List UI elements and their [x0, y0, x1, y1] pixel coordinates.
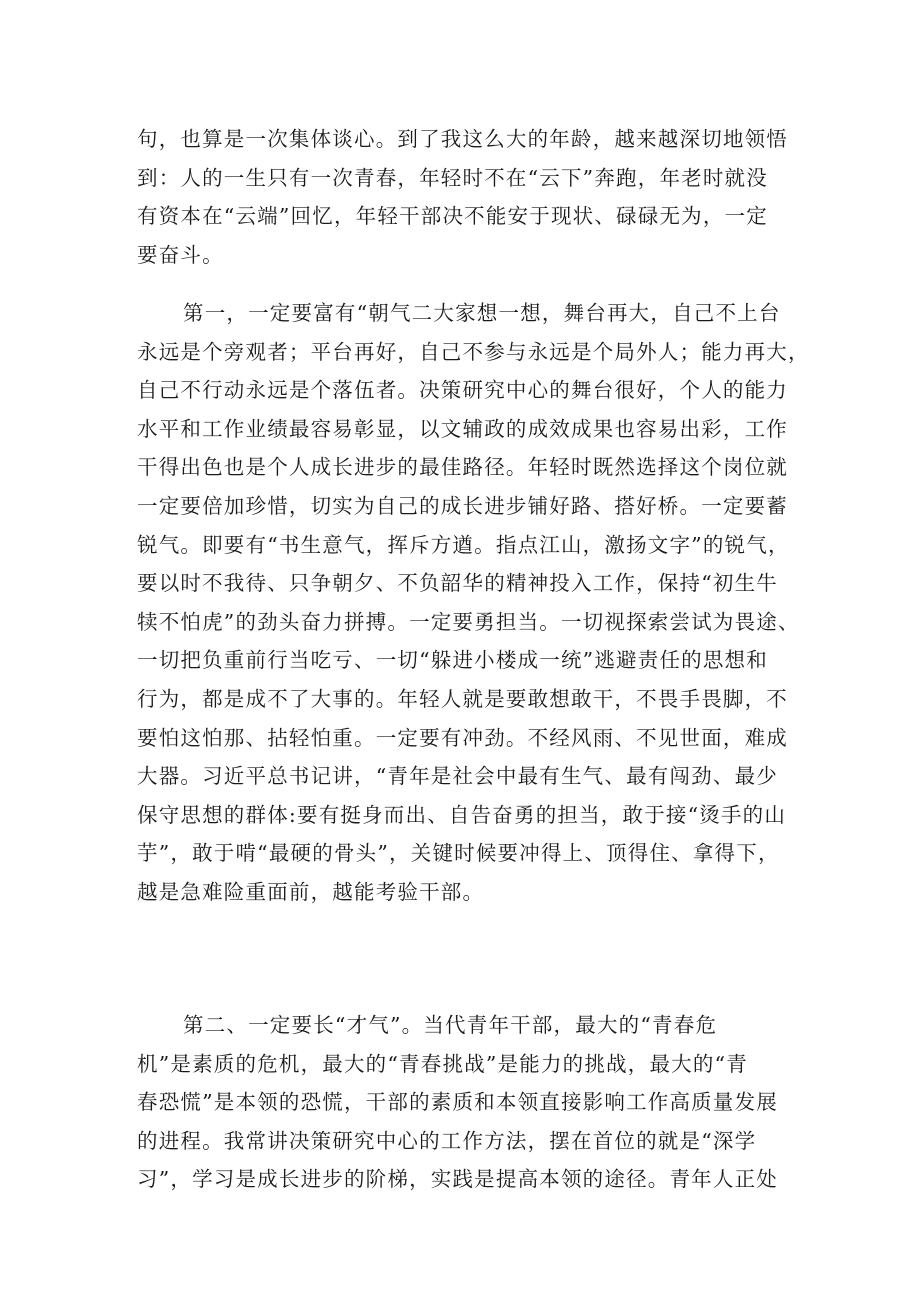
text-line: 越是急难险重面前，越能考验干部。	[137, 879, 485, 904]
text-line: 水平和工作业绩最容易彰显，以文辅政的成效成果也容易出彩，工作	[137, 416, 788, 441]
text-line: 锐气。即要有“书生意气，挥斥方遒。指点江山，激扬文字”的锐气，	[137, 532, 790, 557]
text-line: 机”是素质的危机，最大的“青春挑战”是能力的挑战，最大的“青	[137, 1051, 748, 1076]
text-line: 的进程。我常讲决策研究中心的工作方法，摆在首位的就是“深学	[137, 1128, 757, 1153]
paragraph-first	[137, 294, 810, 912]
text-line: 一定要倍加珍惜，切实为自己的成长进步铺好路、搭好桥。一定要蓄	[137, 493, 788, 518]
text-line: 大器。习近平总书记讲，“青年是社会中最有生气、最有闯劲、最少	[137, 764, 778, 789]
text-line: 保守思想的群体:要有挺身而出、自告奋勇的担当，敢于接“烫手的山	[137, 802, 787, 827]
paragraph-intro	[137, 120, 787, 274]
text-line: 要怕这怕那、拈轻怕重。一定要有冲劲。不经风雨、不见世面，难成	[137, 725, 788, 750]
text-line: 到：人的一生只有一次青春，年轻时不在“云下”奔跑，年老时就没	[137, 165, 768, 190]
text-line: 第二、一定要长“才气”。当代青年干部，最大的“青春危	[183, 1013, 718, 1037]
text-line: 自己不行动永远是个落伍者。决策研究中心的舞台很好，个人的能力	[137, 378, 788, 403]
text-line: 春恐慌”是本领的恐慌，干部的素质和本领直接影响工作高质量发展	[137, 1090, 778, 1115]
text-line: 干得出色也是个人成长进步的最佳路径。年轻时既然选择这个岗位就	[137, 455, 788, 480]
text-line: 芋”，敢于啃“最硬的骨头”，关键时候要冲得上、顶得住、拿得下，	[137, 841, 780, 866]
text-line: 有资本在“云端”回忆，年轻干部决不能安于现状、碌碌无为，一定	[137, 204, 768, 229]
text-line: 永远是个旁观者；平台再好，自己不参与永远是个局外人；能力再大，	[137, 339, 810, 364]
text-line: 要以时不我待、只争朝夕、不负韶华的精神投入工作，保持“初生牛	[137, 571, 778, 596]
text-line: 行为，都是成不了大事的。年轻人就是要敢想敢干，不畏手畏脚，不	[137, 686, 788, 711]
text-line: 句，也算是一次集体谈心。到了我这么大的年龄，越来越深切地领悟	[137, 127, 788, 151]
text-line: 第一，一定要富有“朝气二大家想一想，舞台再大，自己不上台	[183, 301, 781, 325]
text-line: 一切把负重前行当吃亏、一切“躲进小楼成一统”逃避责任的思想和	[137, 648, 768, 673]
text-line: 习”，学习是成长进步的阶梯，实践是提高本领的途径。青年人正处	[137, 1167, 778, 1192]
text-line: 要奋斗。	[137, 242, 224, 267]
paragraph-second	[137, 1006, 787, 1199]
text-line: 犊不怕虎”的劲头奋力拼搏。一定要勇担当。一切视探索尝试为畏途、	[137, 609, 800, 634]
